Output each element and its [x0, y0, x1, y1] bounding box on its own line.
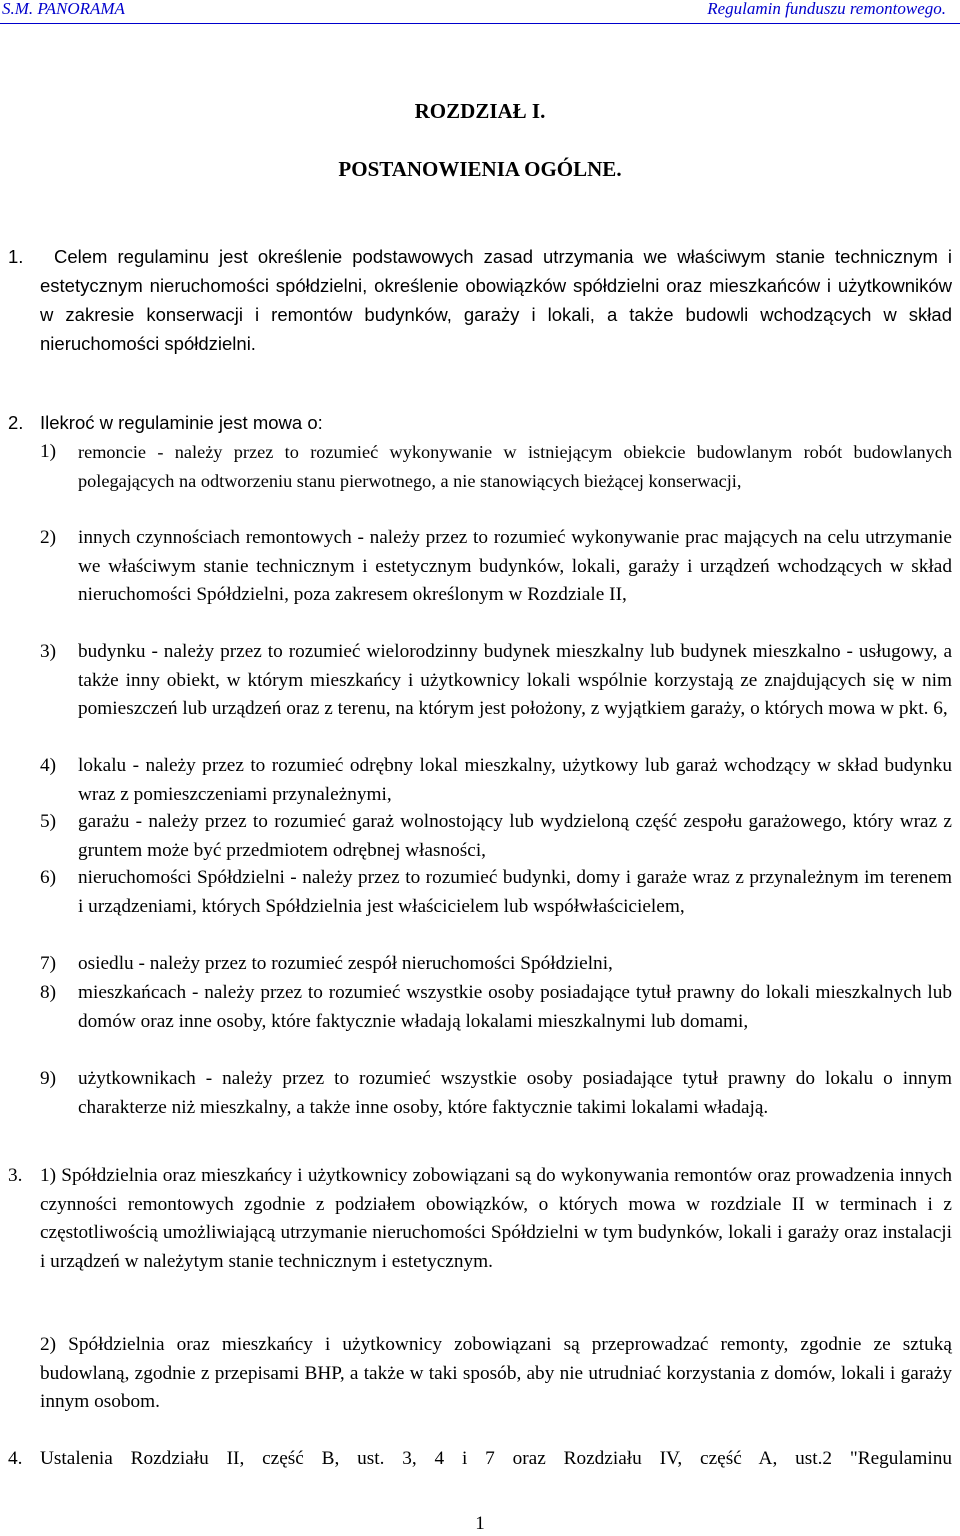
list-item-number: 4): [40, 755, 57, 776]
header-organization: S.M. PANORAMA: [2, 0, 125, 18]
list-item-number: 1): [40, 441, 57, 462]
list-item: lokalu - należy przez to rozumieć odrębny lokal mieszkalny, użytkowy lub garaż wchodzący w skład budynku wraz z pomieszczeniami przynależnymi,: [78, 755, 952, 805]
list-item-number: 5): [40, 811, 57, 832]
section-1-text: Celem regulaminu jest określenie podstawowych zasad utrzymania we właściwym stanie technicznym i estetycznym nieruchomości spółdzielni, określenie obowiązków spółdzielni oraz mieszkańców i użytkowników w zakresie konserwacji i remontów budynków, garaży i lokali, a także budowli wchodzących w skład nieruchomości spółdzielni.: [40, 246, 952, 354]
section-1-number: 1.: [8, 246, 24, 267]
list-item: nieruchomości Spółdzielni - należy przez to rozumieć budynki, domy i garaże wraz z przynależnym im terenem i urządzeniami, których Spółdzielnia jest właścicielem lub współwłaścicielem,: [78, 867, 952, 917]
list-item: użytkownikach - należy przez to rozumieć wszystkie osoby posiadające tytuł prawny do lokalu o innym charakterze niż mieszkalny, a także inne osoby, które faktycznie takimi lokalami władają.: [78, 1068, 952, 1118]
list-item: mieszkańcach - należy przez to rozumieć wszystkie osoby posiadające tytuł prawny do lokali mieszkalnych lub domów oraz inne osoby, które faktycznie władają lokalami mieszkalnymi lub domami,: [78, 982, 952, 1032]
header-rule: [0, 23, 960, 24]
section-3-part-1: 1) Spółdzielnia oraz mieszkańcy i użytkownicy zobowiązani są do wykonywania remontów oraz prowadzenia innych czynności remontowych zgodnie z podziałem obowiązków, o których mowa w rozdziale II w terminach i z częstotliwością umożliwiającą utrzymanie nieruchomości Spółdzielni w tym budynków, lokali i garaży oraz instalacji i urządzeń w należytym stanie technicznym i estetycznym.: [40, 1165, 952, 1272]
list-item: remoncie - należy przez to rozumieć wykonywanie w istniejącym obiekcie budowlanym robót budowlanych polegających na odtworzeniu stanu pierwotnego, a nie stanowiących bieżącej konserwacji,: [78, 442, 952, 491]
page-header: [0, 0, 960, 24]
header-document-title: Regulamin funduszu remontowego.: [707, 0, 946, 18]
section-2-intro: Ilekroć w regulaminie jest mowa o:: [40, 412, 323, 433]
chapter-subtitle: POSTANOWIENIA OGÓLNE.: [338, 157, 622, 181]
list-item-number: 6): [40, 867, 57, 888]
list-item: budynku - należy przez to rozumieć wielorodzinny budynek mieszkalny lub budynek mieszkalno - usługowy, a także inny obiekt, w którym mieszkańcy i użytkownicy lokali wspólnie korzystają ze znajdujących się w nim pomieszczeń lub urządzeń oraz z terenu, na którym jest położony, z wyjątkiem garaży, o których mowa w pkt. 6,: [78, 641, 952, 719]
list-item: innych czynnościach remontowych - należy przez to rozumieć wykonywanie prac mających na celu utrzymanie we właściwym stanie technicznym i estetycznym budynków, lokali, garaży i urządzeń wchodzących w skład nieruchomości Spółdzielni, poza zakresem określonym w Rozdziale II,: [78, 527, 952, 605]
section-3-part-2: 2) Spółdzielnia oraz mieszkańcy i użytkownicy zobowiązani są przeprowadzać remonty, zgodnie ze sztuką budowlaną, zgodnie z przepisami BHP, a także w taki sposób, aby nie utrudniać korzystania z domów, lokali i garaży innym osobom.: [40, 1334, 952, 1412]
list-item: garażu - należy przez to rozumieć garaż wolnostojący lub wydzieloną część zespołu garażowego, który wraz z gruntem może być przedmiotem odrębnej własności,: [78, 811, 952, 861]
list-item-number: 7): [40, 953, 57, 974]
list-item-number: 9): [40, 1068, 57, 1089]
section-3-number: 3.: [8, 1165, 23, 1186]
chapter-title: ROZDZIAŁ I.: [414, 99, 546, 123]
list-item-number: 3): [40, 641, 57, 662]
list-item-number: 2): [40, 527, 57, 548]
section-4-text: Ustalenia Rozdziału II, część B, ust. 3, 4 i 7 oraz Rozdziału IV, część A, ust.2 "Regulaminu: [40, 1448, 952, 1469]
page-number: 1: [475, 1513, 485, 1534]
section-2-number: 2.: [8, 412, 24, 433]
list-item-number: 8): [40, 982, 57, 1003]
section-4-number: 4.: [8, 1448, 23, 1469]
list-item: osiedlu - należy przez to rozumieć zespół nieruchomości Spółdzielni,: [78, 953, 613, 974]
